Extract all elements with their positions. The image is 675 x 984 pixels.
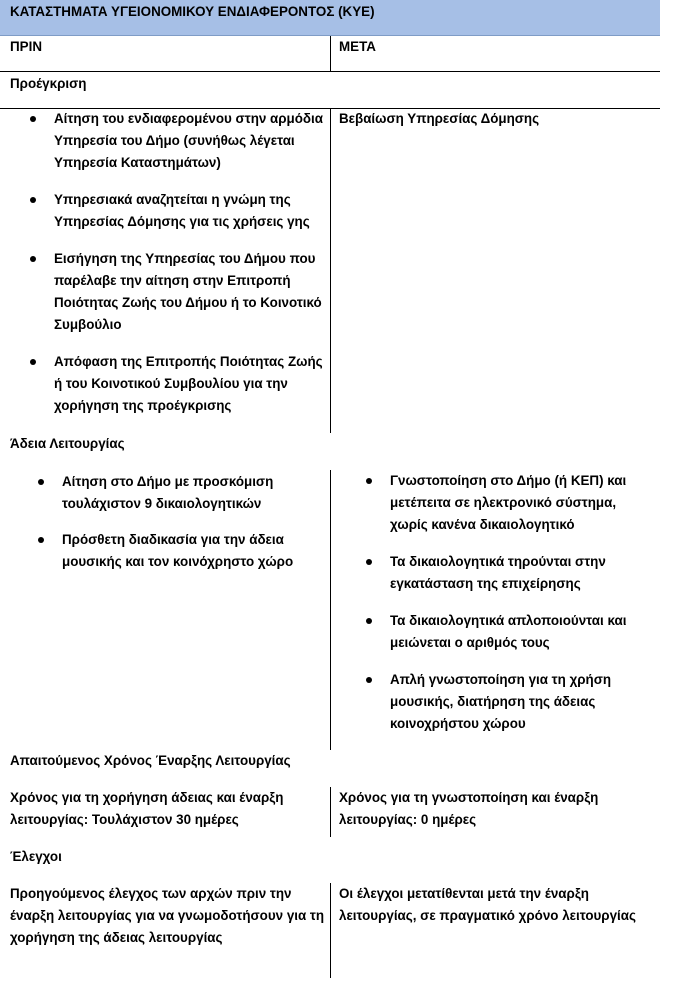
time-after-text: Χρόνος για τη γνωστοποίηση και έναρξη λειτουργίας: 0 ημέρες xyxy=(339,790,599,827)
bullet-icon xyxy=(366,478,372,484)
list-item: Αίτηση στο Δήμο με προσκόμιση τουλάχιστον 9 δικαιολογητικών xyxy=(62,471,327,515)
column-divider xyxy=(330,470,331,750)
bullet-icon xyxy=(30,116,36,122)
bullet-icon xyxy=(366,559,372,565)
section-label-controls: Έλεγχοι xyxy=(10,849,62,864)
column-divider xyxy=(330,883,331,978)
list-item: Πρόσθετη διαδικασία για την άδεια μουσικής και τον κοινόχρηστο χώρο xyxy=(62,529,327,573)
table-title: ΚΑΤΑΣΤΗΜΑΤΑ ΥΓΕΙΟΝΟΜΙΚΟΥ ΕΝΔΙΑΦΕΡΟΝΤΟΣ (ΚΥΕ) xyxy=(0,0,660,36)
list-item: Απόφαση της Επιτροπής Ποιότητας Ζωής ή του Κοινοτικού Συμβουλίου για την χορήγηση της προέγκρισης xyxy=(54,351,329,417)
bullet-icon xyxy=(30,197,36,203)
column-header-after: ΜΕΤΑ xyxy=(339,39,376,54)
column-divider xyxy=(330,787,331,837)
preapproval-before-list xyxy=(54,108,329,432)
list-item: Τα δικαιολογητικά απλοποιούνται και μειώνεται ο αριθμός τους xyxy=(390,610,655,654)
preapproval-after-text: Βεβαίωση Υπηρεσίας Δόμησης xyxy=(339,111,540,126)
section-label-time: Απαιτούμενος Χρόνος Έναρξης Λειτουργίας xyxy=(10,753,291,768)
list-item: Εισήγηση της Υπηρεσίας του Δήμου που παρέλαβε την αίτηση στην Επιτροπή Ποιότητας Ζωής του Δήμου ή το Κοινοτικό Συμβούλιο xyxy=(54,248,329,336)
divider xyxy=(0,71,660,72)
column-header-before: ΠΡΙΝ xyxy=(10,39,42,54)
bullet-icon xyxy=(38,537,44,543)
list-item: Απλή γνωστοποίηση για τη χρήση μουσικής, διατήρηση της άδειας κοινοχρήστου χώρου xyxy=(390,669,655,735)
controls-after-text: Οι έλεγχοι μετατίθενται μετά την έναρξη λειτουργίας, σε πραγματικό χρόνο λειτουργίας xyxy=(339,886,636,923)
column-divider xyxy=(330,36,331,71)
section-label-preapproval: Προέγκριση xyxy=(10,76,87,91)
license-before-list xyxy=(62,471,327,587)
list-item: Υπηρεσιακά αναζητείται η γνώμη της Υπηρεσίας Δόμησης για τις χρήσεις γης xyxy=(54,189,329,233)
list-item: Αίτηση του ενδιαφερομένου στην αρμόδια Υπηρεσία του Δήμο (συνήθως λέγεται Υπηρεσία Καταστημάτων) xyxy=(54,108,329,174)
bullet-icon xyxy=(38,479,44,485)
bullet-icon xyxy=(366,618,372,624)
bullet-icon xyxy=(366,677,372,683)
section-label-license: Άδεια Λειτουργίας xyxy=(10,436,125,451)
bullet-icon xyxy=(30,359,36,365)
license-after-list xyxy=(390,470,655,750)
time-before-text: Χρόνος για τη χορήγηση άδειας και έναρξη λειτουργίας: Τουλάχιστον 30 ημέρες xyxy=(10,790,284,827)
list-item: Τα δικαιολογητικά τηρούνται στην εγκατάσταση της επιχείρησης xyxy=(390,551,655,595)
bullet-icon xyxy=(30,256,36,262)
list-item: Γνωστοποίηση στο Δήμο (ή ΚΕΠ) και μετέπειτα σε ηλεκτρονικό σύστημα, χωρίς κανένα δικαιολογητικό xyxy=(390,470,655,536)
controls-before-text: Προηγούμενος έλεγχος των αρχών πριν την έναρξη λειτουργίας για να γνωμοδοτήσουν για τη χορήγηση της άδειας λειτουργίας xyxy=(10,886,325,945)
column-divider xyxy=(330,108,331,433)
